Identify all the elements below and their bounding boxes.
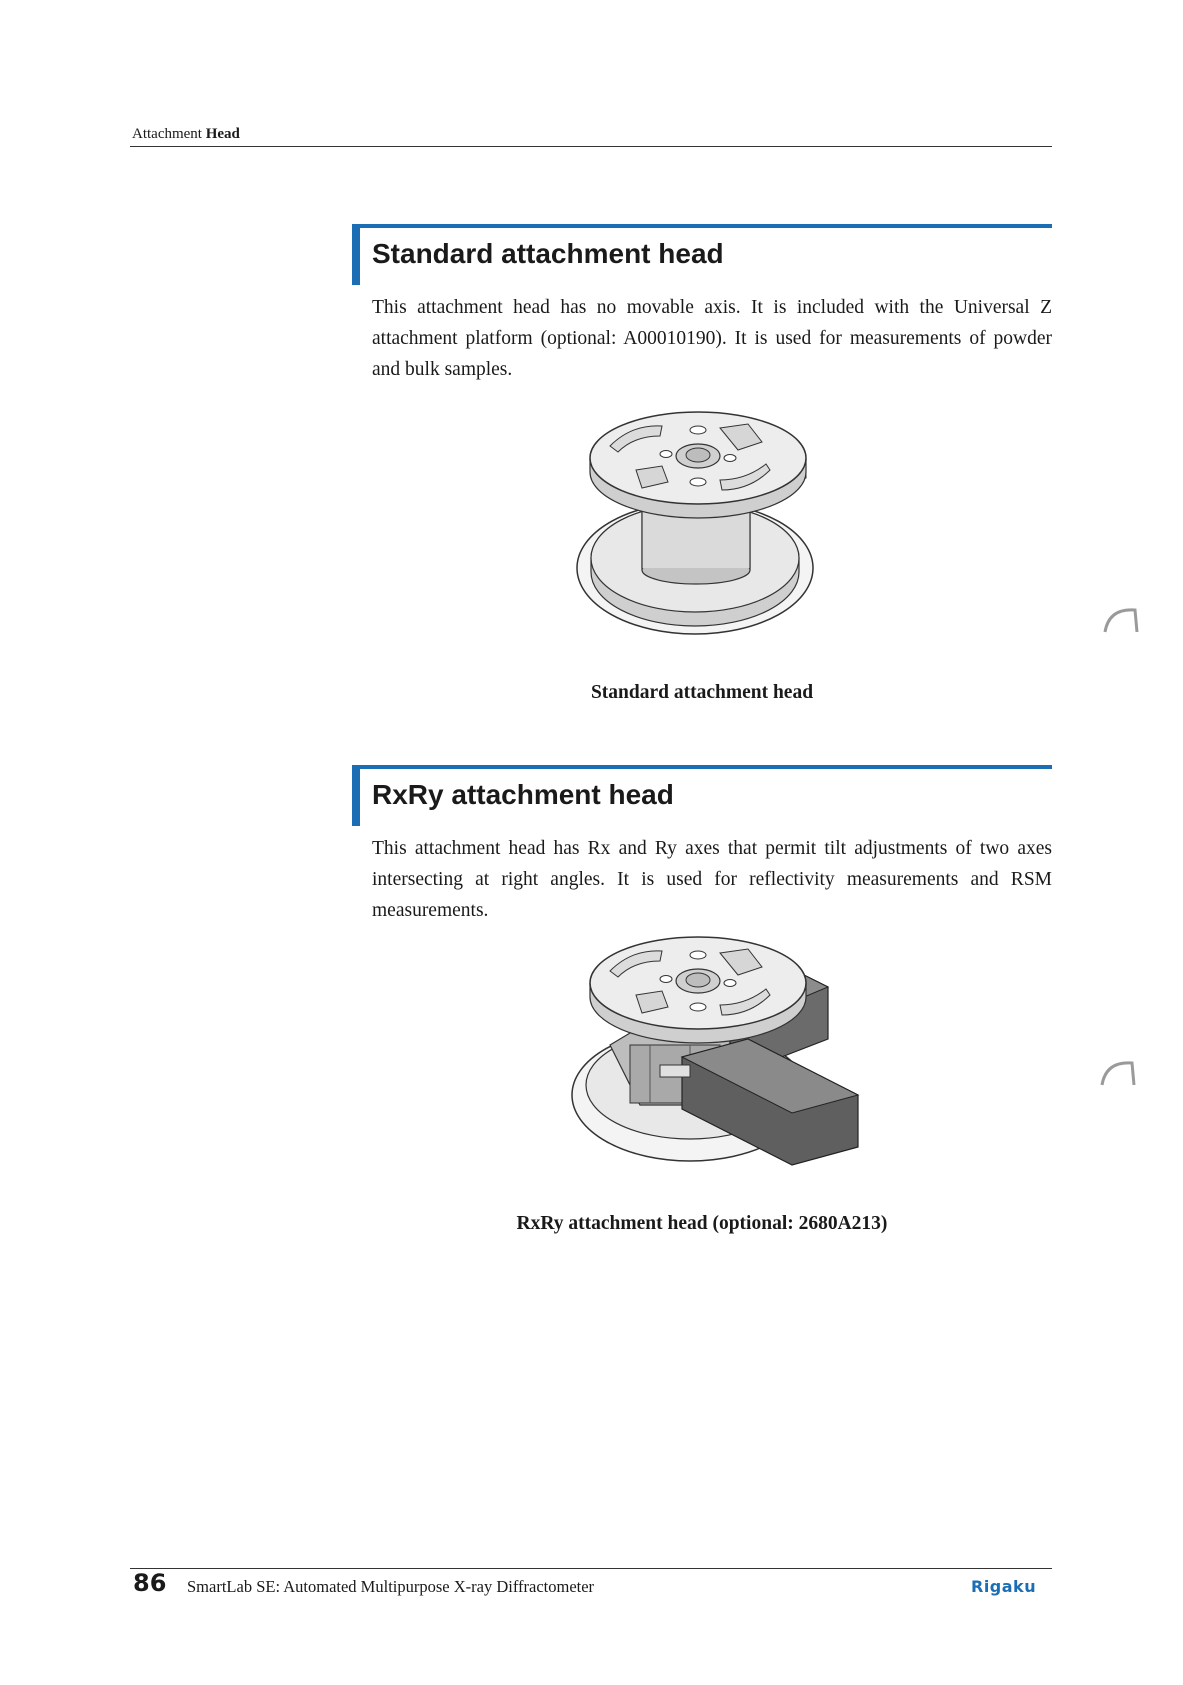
rxry-attachment-head-illustration	[570, 935, 880, 1175]
running-header-part1: Attachment	[132, 126, 202, 142]
figure-caption-rxry: RxRy attachment head (optional: 2680A213)	[516, 1213, 888, 1234]
section-rxry-attachment-head	[352, 765, 1052, 926]
section-body: This attachment head has no movable axis. It is included with the Universal Z attachment platform (optional: A00010190). It is used for measurements of powder and bulk samples.	[372, 297, 1052, 380]
standard-attachment-head-illustration	[570, 410, 840, 650]
section-accent-bar	[352, 766, 360, 826]
brand-logo: Rigaku	[971, 1577, 1037, 1596]
section-heading: RxRy attachment head	[372, 779, 674, 810]
page-tab-mark	[1103, 604, 1139, 634]
page-number: 86	[133, 1569, 167, 1597]
section-heading: Standard attachment head	[372, 238, 724, 269]
header-rule	[130, 146, 1052, 147]
footer-rule	[130, 1568, 1052, 1569]
document-title: SmartLab SE: Automated Multipurpose X-ray Diffractometer	[187, 1577, 595, 1596]
running-header	[132, 126, 240, 143]
running-header-part2: Head	[205, 126, 240, 142]
section-title-box	[352, 224, 1052, 288]
page-tab-mark	[1100, 1057, 1136, 1087]
section-title-box	[352, 765, 1052, 829]
section-standard-attachment-head	[352, 224, 1052, 385]
figure-caption-standard: Standard attachment head	[590, 682, 814, 703]
section-accent-bar	[352, 225, 360, 285]
section-body: This attachment head has Rx and Ry axes that permit tilt adjustments of two axes intersecting at right angles. It is used for reflectivity measurements and RSM measurements.	[372, 838, 1052, 921]
